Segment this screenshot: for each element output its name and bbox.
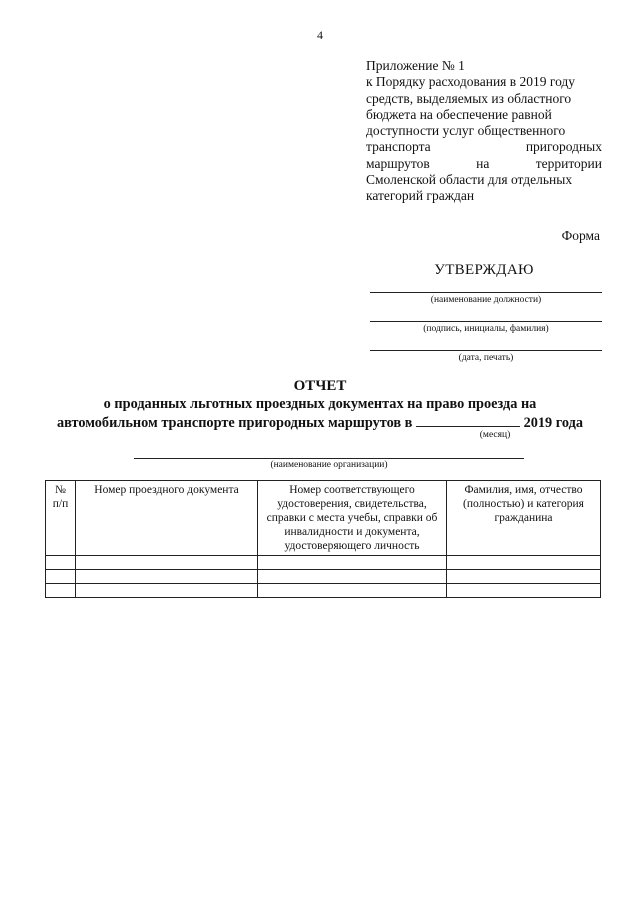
appendix-line: Смоленской области для отдельных (366, 172, 573, 188)
month-blank (416, 414, 520, 427)
table-cell (447, 556, 601, 570)
position-line (370, 292, 602, 293)
header-full-name: Фамилия, имя, отчество (полностью) и категория гражданина (447, 481, 601, 556)
date-line (370, 350, 602, 351)
table-cell (46, 570, 76, 584)
table-cell (76, 556, 258, 570)
appendix-line-split (366, 156, 602, 172)
table-body (46, 556, 601, 598)
form-label: Форма (561, 228, 600, 243)
approval-title: УТВЕРЖДАЮ (434, 262, 534, 278)
table-row (46, 584, 601, 598)
report-subtitle-line1: о проданных льготных проездных документах на право проезда на (103, 396, 537, 412)
table-header-row (46, 481, 601, 556)
table-cell (76, 570, 258, 584)
table-cell (447, 570, 601, 584)
signature-line (370, 321, 602, 322)
report-table (45, 480, 601, 598)
appendix-line: к Порядку расходования в 2019 году (366, 74, 576, 90)
appendix-line: доступности услуг общественного (366, 123, 566, 139)
table-cell (46, 556, 76, 570)
appendix-line-split (366, 139, 602, 155)
appendix-line: средств, выделяемых из областного (366, 90, 572, 106)
appendix-word: маршрутов (366, 155, 430, 171)
appendix-word: пригородных (525, 139, 602, 155)
page-number: 4 (317, 28, 323, 42)
header-document-number: Номер проездного документа (76, 481, 258, 556)
organization-line (134, 458, 524, 459)
month-caption: (месяц) (479, 430, 511, 440)
appendix-word: на (476, 155, 490, 171)
table-cell (258, 556, 447, 570)
subtitle-prefix: автомобильном транспорте пригородных маршрутов в (57, 415, 413, 431)
appendix-block (366, 58, 602, 205)
table-row (46, 570, 601, 584)
position-caption: (наименование должности) (430, 295, 542, 305)
table-cell (46, 584, 76, 598)
table-row (46, 556, 601, 570)
appendix-line: бюджета на обеспечение равной (366, 106, 552, 122)
table-cell (258, 584, 447, 598)
subtitle-suffix: 2019 года (523, 415, 583, 431)
header-certificate-number: Номер соответствующего удостоверения, свидетельства, справки с места учебы, справки об инвалидности и документа, удостоверяющего личность (258, 481, 447, 556)
table-cell (258, 570, 447, 584)
appendix-word: транспорта (366, 139, 431, 155)
appendix-word: территории (535, 155, 602, 171)
date-caption: (дата, печать) (458, 353, 514, 363)
table-cell (447, 584, 601, 598)
signature-caption: (подпись, инициалы, фамилия) (423, 324, 549, 334)
appendix-line: категорий граждан (366, 188, 475, 204)
appendix-title: Приложение № 1 (366, 58, 465, 73)
report-title: ОТЧЕТ (293, 378, 347, 394)
organization-caption: (наименование организации) (270, 460, 388, 470)
header-number: № п/п (46, 481, 76, 556)
table-cell (76, 584, 258, 598)
